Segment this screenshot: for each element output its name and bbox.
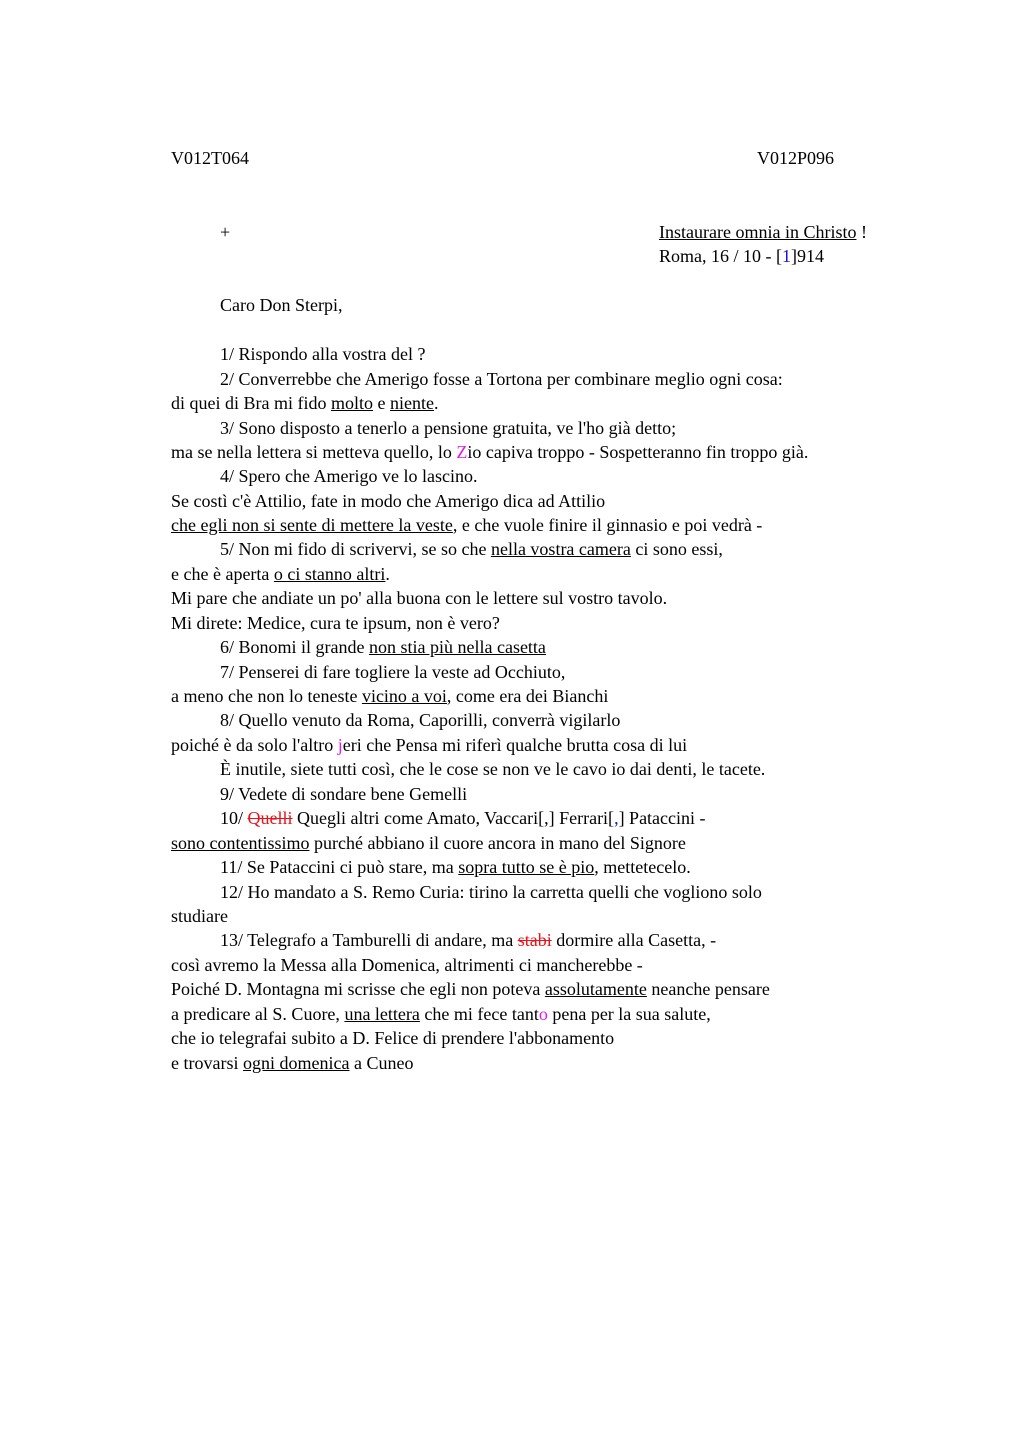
text-line: sono contentissimo purché abbiano il cuore ancora in mano del Signore <box>171 833 686 853</box>
text-line: Mi pare che andiate un po' alla buona con le lettere sul vostro tavolo. <box>171 588 668 608</box>
editorial-correction: Z <box>456 442 468 462</box>
text-line: 10/ Quelli Quegli altri come Amato, Vaccari[,] Ferrari[,] Pataccini - <box>220 808 706 828</box>
text-line: e trovarsi ogni domenica a Cuneo <box>171 1053 414 1073</box>
editorial-correction: o <box>538 1004 548 1024</box>
struck-word: Quelli <box>247 808 293 828</box>
text-line: Mi direte: Medice, cura te ipsum, non è vero? <box>171 613 500 633</box>
struck-word: stabi <box>517 930 552 950</box>
document-code-left: V012T064 <box>171 148 249 168</box>
text-line: 1/ Rispondo alla vostra del ? <box>220 344 426 364</box>
text-line: 2/ Converrebbe che Amerigo fosse a Tortona per combinare meglio ogni cosa: <box>220 369 783 389</box>
text-line: ma se nella lettera si metteva quello, lo Zio capiva troppo - Sospetteranno fin troppo già. <box>171 442 809 462</box>
text-line: 6/ Bonomi il grande non stia più nella casetta <box>220 637 546 657</box>
text-line: 12/ Ho mandato a S. Remo Curia: tirino la carretta quelli che vogliono solo <box>220 882 762 902</box>
salutation: Caro Don Sterpi, <box>220 295 343 315</box>
text-line: 8/ Quello venuto da Roma, Caporilli, converrà vigilarlo <box>220 710 621 730</box>
text-line: poiché è da solo l'altro jeri che Pensa mi riferì qualche brutta cosa di lui <box>171 735 688 755</box>
text-line: 4/ Spero che Amerigo ve lo lascino. <box>220 466 478 486</box>
text-line: 9/ Vedete di sondare bene Gemelli <box>220 784 468 804</box>
text-line: 13/ Telegrafo a Tamburelli di andare, ma stabi dormire alla Casetta, - <box>220 930 717 950</box>
text-line: 3/ Sono disposto a tenerlo a pensione gratuita, ve l'ho già detto; <box>220 418 677 438</box>
text-line: e che è aperta o ci stanno altri. <box>171 564 390 584</box>
text-line: di quei di Bra mi fido molto e niente. <box>171 393 439 413</box>
text-line: così avremo la Messa alla Domenica, altrimenti ci mancherebbe - <box>171 955 643 975</box>
cross-mark: + <box>220 222 231 242</box>
document-code-right: V012P096 <box>757 148 835 168</box>
text-line: 11/ Se Pataccini ci può stare, ma sopra tutto se è pio, mettetecelo. <box>220 857 691 877</box>
date-line: Roma, 16 / 10 - [1]914 <box>659 246 824 266</box>
text-line: a predicare al S. Cuore, una lettera che mi fece tanto pena per la sua salute, <box>171 1004 711 1024</box>
editorial-addition: 1 <box>782 246 791 266</box>
motto <box>659 220 867 244</box>
motto-text: Instaurare omnia in Christo <box>659 222 857 242</box>
text-line: 5/ Non mi fido di scrivervi, se so che nella vostra camera ci sono essi, <box>220 539 723 559</box>
text-line: studiare <box>171 906 228 926</box>
editorial-correction: j <box>337 735 343 755</box>
text-line: È inutile, siete tutti così, che le cose se non ve le cavo io dai denti, le tacete. <box>220 759 766 779</box>
text-line: che io telegrafai subito a D. Felice di prendere l'abbonamento <box>171 1028 615 1048</box>
text-line: Poiché D. Montagna mi scrisse che egli non poteva assolutamente neanche pensare <box>171 979 770 999</box>
text-line: Se costì c'è Attilio, fate in modo che Amerigo dica ad Attilio <box>171 491 606 511</box>
editorial-addition: , <box>614 808 619 828</box>
text-line: a meno che non lo teneste vicino a voi, come era dei Bianchi <box>171 686 609 706</box>
text-line: che egli non si sente di mettere la veste, e che vuole finire il ginnasio e poi vedrà - <box>171 515 763 535</box>
motto-punctuation: ! <box>856 222 867 242</box>
text-line: 7/ Penserei di fare togliere la veste ad Occhiuto, <box>220 662 566 682</box>
